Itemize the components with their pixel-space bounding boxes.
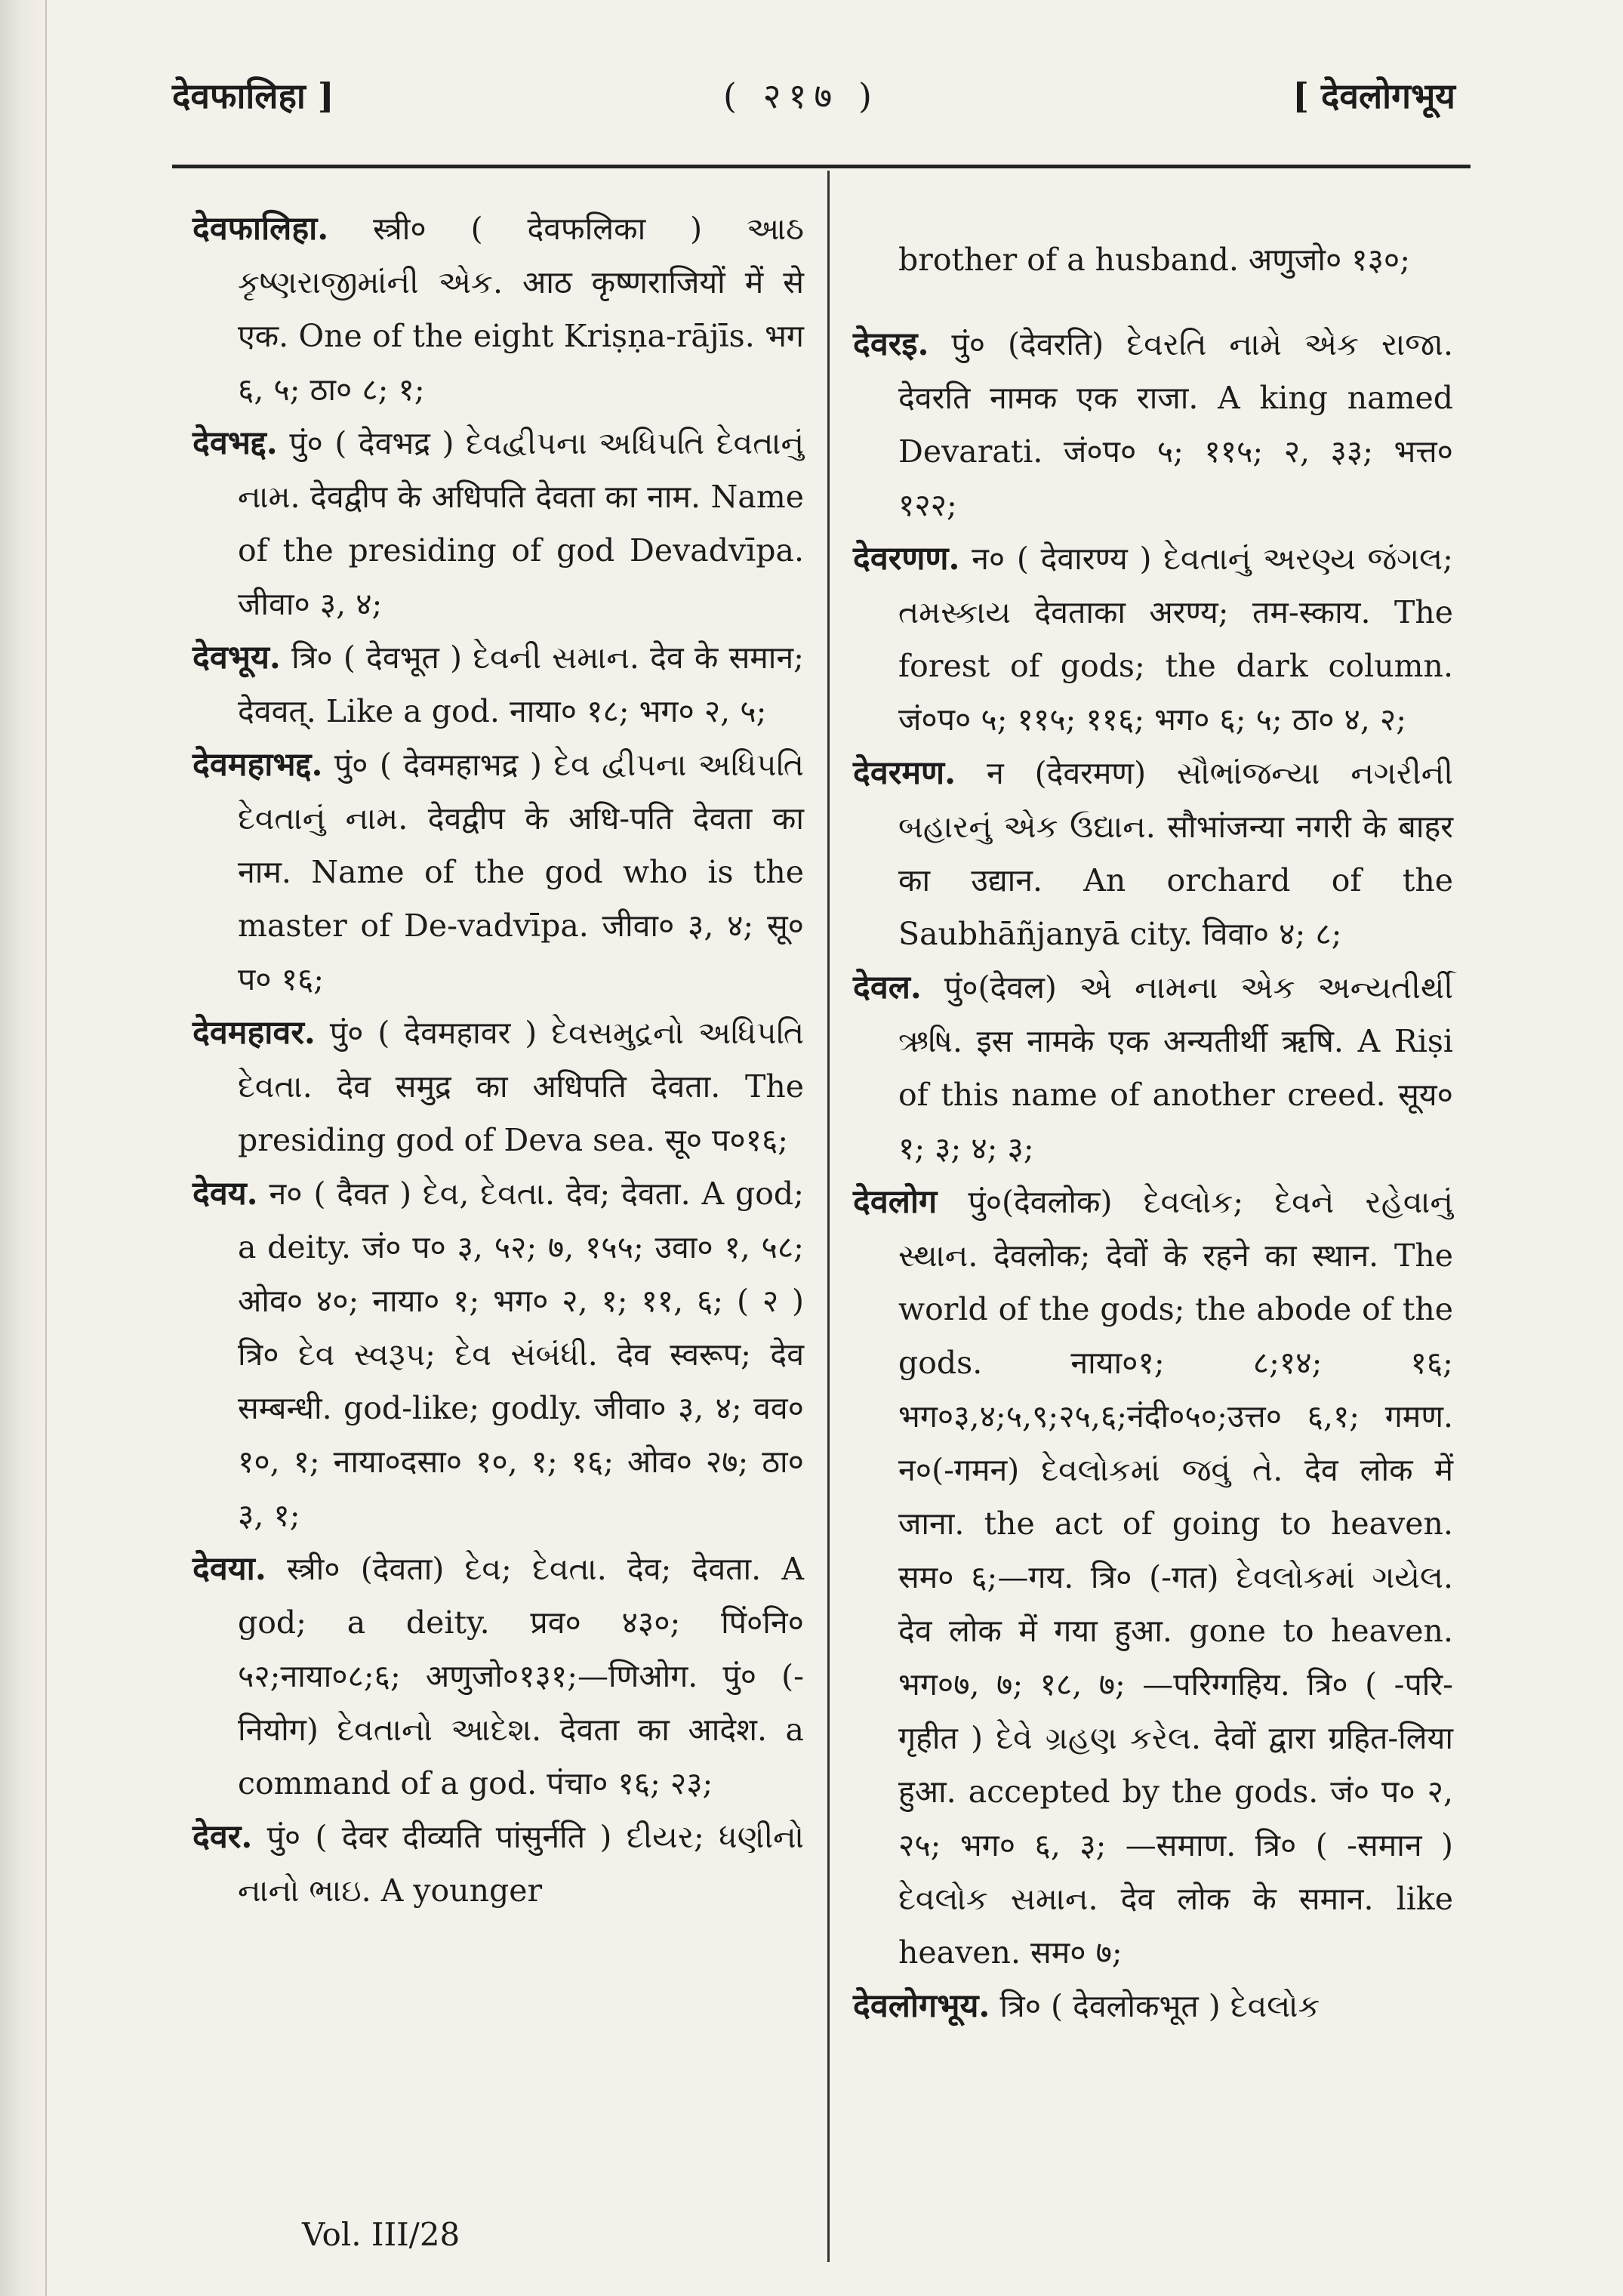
entry-headword: देवभूय. xyxy=(192,639,281,676)
dictionary-entry xyxy=(192,1167,804,1542)
column-divider xyxy=(827,171,830,2262)
entry-text: स्त्री० (देवता) દેવ; દેવતા. देव; देवता. A god; a deity. प्रव० ४३०; पिं०नि० ५२;नाया०८;६; अणुजो०१३१;—णिओग. पुं० (-नियोग) દેવતાનો આદેશ. देवता का आदेश. a command of a god. पंचा० १६; २३; xyxy=(238,1551,804,1801)
entry-text: पुं० ( देवमहाभद्र ) દેવ દ્વીપના અધિપતિ દેવતાનું નામ. देवद्वीप के अधि-पति देवता का नाम. Name of the god who is the master of De-vadvīpa. जीवा० ३, ४; सू० प० १६; xyxy=(238,747,804,997)
dictionary-entry xyxy=(192,202,804,417)
dictionary-entry xyxy=(853,747,1453,961)
header-rule xyxy=(172,165,1471,168)
entry-headword: देवया. xyxy=(192,1550,266,1588)
entry-headword: देवर. xyxy=(192,1818,253,1856)
header-right-guideword: [ देवलोगभूय xyxy=(1292,76,1455,116)
entry-text: स्त्री० ( देवफलिका ) આઠ કૃષ્ણરાજીમાંની એક. आठ कृष्णराजियों में से एक. One of the eight Kriṣṇa-rājīs. भग ६, ५; ठा० ८; १; xyxy=(238,211,804,408)
entry-text: पुं० ( देवर दीव्यति पांसुर्नति ) દીયર; ધણીનો નાનો ભાઇ. A younger xyxy=(238,1819,804,1909)
entry-headword: देवभद्द. xyxy=(192,424,278,462)
dictionary-entry xyxy=(192,738,804,1006)
dictionary-entry xyxy=(853,318,1453,532)
dictionary-entry xyxy=(853,961,1453,1176)
entry-text: पुं०(देवलोक) દેવલોક; દેવને રહેવાનું સ્થાન. देवलोक; देवों के रहने का स्थान. The world of the gods; the abode of the gods. नाया०१; ८;१४; १६; भग०३,४;५,९;२५,६;नंदी०५०;उत्त० ६,१; गमण. न०(-गमन) દેવલોકમાં જવું તે. देव लोक में जाना. the act of going to heaven. सम० ६;—गय. त्रि० (-गत) દેવલોકમાં ગયેલ. देव लोक में गया हुआ. gone to heaven. भग०७, ७; १८, ७; —परिग्गहिय. त्रि० ( -परि-गृहीत ) દેવે ગ્રહણ કરેલ. देवों द्वारा ग्रहित-लिया हुआ. accepted by the gods. जं० प० २, २५; भग० ६, ३; —समाण. त्रि० ( -समान ) દેવલોક સમાન. देव लोक के समान. like heaven. सम० ७; xyxy=(898,1184,1453,1971)
page-header xyxy=(172,72,1455,140)
entry-headword: देवल. xyxy=(853,969,922,1006)
dictionary-entry xyxy=(192,631,804,738)
entry-headword: देवय. xyxy=(192,1175,258,1213)
dictionary-entry-continued xyxy=(853,233,1453,287)
entry-text: न (देवरमण) સૌભાંજન્યા નગરીની બહારનું એક ઉદ્યાન. सौभांजन्या नगरी के बाहर का उद्यान. An orchard of the Saubhāñjanyā city. विवा० ४; ८; xyxy=(898,755,1453,952)
entry-text: त्रि० ( देवलोकभूत ) દેવલોક xyxy=(999,1988,1320,2024)
entry-headword: देवमहावर. xyxy=(192,1014,316,1052)
dictionary-entry xyxy=(192,1811,804,1918)
entry-text: न० ( दैवत ) દેવ, દેવતા. देव; देवता. A god; a deity. जं० प० ३, ५२; ७, १५५; उवा० १, ५८; ओव० ४०; नाया० १; भग० २, १; ११, ६; ( २ ) त्रि० દેવ સ્વરૂપ; દેવ સંબંધી. देव स्वरूप; देव सम्बन्धी. god-like; godly. जीवा० ३, ४; वव० १०, १; नाया०दसा० १०, १; १६; ओव० २७; ठा० ३, १; xyxy=(238,1176,804,1533)
dictionary-entry xyxy=(192,1542,804,1811)
entry-headword: देवफालिहा. xyxy=(192,210,329,248)
right-column xyxy=(853,202,1453,2033)
entry-headword: देवरमण. xyxy=(853,754,956,792)
entry-text: पुं० (देवरति) દેવરતિ નામે એક રાજા. देवरति नामक एक राजा. A king named Devarati. जं०प० ५; ११५; २, ३३; भत्त० १२२; xyxy=(898,326,1453,523)
page-number: ( २१७ ) xyxy=(723,76,879,116)
left-column xyxy=(192,202,804,1918)
entry-headword: देवरणण. xyxy=(853,540,960,578)
entry-headword: देवलोगभूय. xyxy=(853,1987,990,2025)
entry-text: न० ( देवारण्य ) દેવતાનું અરણ્ય જંગલ; તમસ્કાય देवताका अरण्य; तम-स्काय. The forest of gods; the dark column. जं०प० ५; ११५; ११६; भग० ६; ५; ठा० ४, २; xyxy=(898,541,1453,738)
dictionary-entry xyxy=(853,532,1453,747)
dictionary-entry xyxy=(853,1980,1453,2033)
entry-headword: देवरइ. xyxy=(853,325,929,363)
header-left-guideword: देवफालिहा ] xyxy=(172,76,334,116)
entry-headword: देवमहाभद्द. xyxy=(192,746,323,784)
page-binding-edge xyxy=(0,0,53,2296)
entry-text: पुं० ( देवमहावर ) દેવસમુદ્રનો અધિપતિ દેવતા. देव समुद्र का अधिपति देवता. The presiding god of Deva sea. सू० प०१६; xyxy=(238,1015,804,1158)
dictionary-entry xyxy=(192,1006,804,1167)
volume-signature: Vol. III/28 xyxy=(302,2216,460,2253)
entry-text: brother of a husband. अणुजो० १३०; xyxy=(898,242,1411,278)
entry-headword: देवलोग xyxy=(853,1183,938,1221)
entry-text: पुं० ( देवभद्र ) દેવદ્વીપના અધિપતિ દેવતાનું નામ. देवद्वीप के अधिपति देवता का नाम. Name of the presiding of god Devadvīpa. जीवा० ३, ४; xyxy=(238,425,804,622)
dictionary-entry xyxy=(853,1176,1453,1980)
entry-text: त्रि० ( देवभूत ) દેવની સમાન. देव के समान; देववत्. Like a god. नाया० १८; भग० २, ५; xyxy=(238,639,804,729)
entry-text: पुं०(देवल) એ નામના એક અન્યતીર્થી ઋષિ. इस नामके एक अन्यतीर्थी ऋषि. A Riṣi of this name of another creed. सूय० १; ३; ४; ३; xyxy=(898,969,1453,1166)
dictionary-entry xyxy=(192,417,804,631)
